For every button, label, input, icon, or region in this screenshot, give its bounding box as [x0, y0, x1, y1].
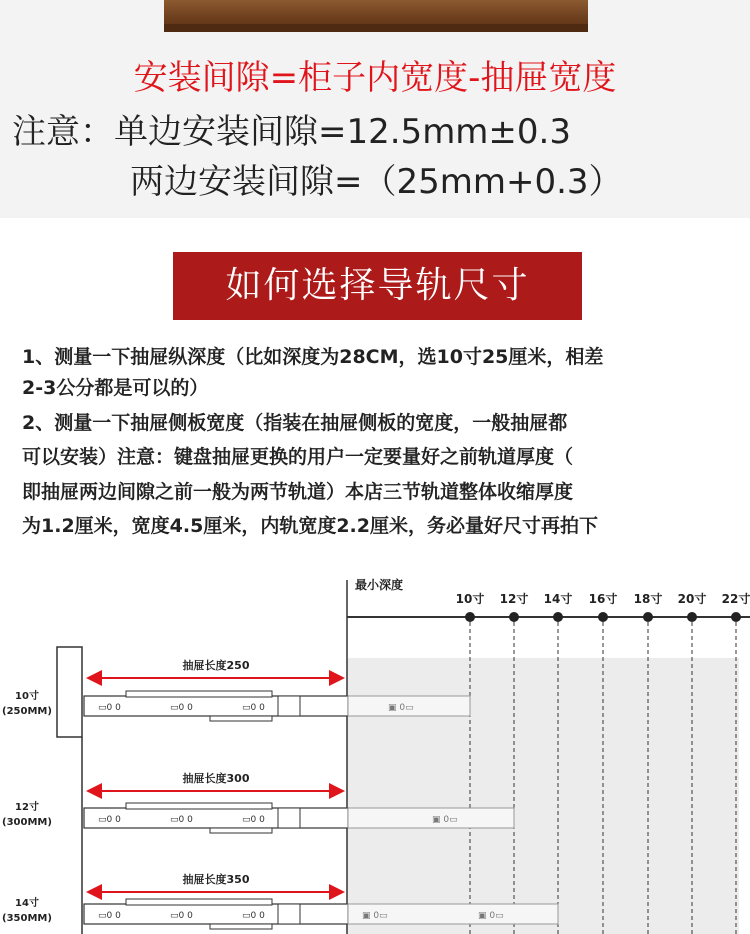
- svg-text:▭0 0: ▭0 0: [170, 911, 193, 921]
- svg-text:10寸: 10寸: [15, 691, 39, 702]
- svg-text:▭0 0: ▭0 0: [98, 815, 121, 825]
- svg-text:▭0 0: ▭0 0: [98, 911, 121, 921]
- svg-text:14寸: 14寸: [15, 898, 39, 909]
- section-banner: 如何选择导轨尺寸: [173, 252, 582, 320]
- svg-text:(350MM): (350MM): [2, 913, 52, 924]
- svg-text:▭0 0: ▭0 0: [98, 703, 121, 713]
- svg-text:▣ 0▭: ▣ 0▭: [478, 911, 504, 921]
- tick-22: 22寸: [721, 592, 750, 606]
- svg-text:▭0 0: ▭0 0: [242, 911, 265, 921]
- tick-16: 16寸: [588, 592, 618, 606]
- tick-14: 14寸: [543, 592, 573, 606]
- min-depth-label: 最小深度: [355, 578, 404, 592]
- paragraph-line: 可以安装）注意：键盘抽屉更换的用户一定要量好之前轨道厚度（: [22, 446, 574, 468]
- paragraph-line: 为1.2厘米，宽度4.5厘米，内轨宽度2.2厘米，务必量好尺寸再拍下: [22, 515, 598, 537]
- wood-edge: [164, 24, 588, 32]
- tick-20: 20寸: [677, 592, 707, 606]
- svg-text:抽屉长度250: 抽屉长度250: [182, 659, 250, 672]
- tick-10: 10寸: [455, 592, 485, 606]
- svg-text:▭0 0: ▭0 0: [242, 703, 265, 713]
- paragraph-line: 1、测量一下抽屉纵深度（比如深度为28CM，选10寸25厘米，相差: [22, 346, 604, 368]
- note-double-gap: 两边安装间隙=（25mm+0.3）: [130, 162, 623, 202]
- svg-text:(250MM): (250MM): [2, 706, 52, 717]
- svg-text:抽屉长度300: 抽屉长度300: [182, 772, 250, 785]
- cabinet-wall: [57, 647, 82, 737]
- rail-size-diagram: [0, 570, 750, 934]
- note-single-gap: 注意：单边安装间隙=12.5mm±0.3: [12, 112, 571, 152]
- svg-text:▭0 0: ▭0 0: [242, 815, 265, 825]
- svg-text:抽屉长度350: 抽屉长度350: [182, 873, 250, 886]
- svg-text:▭0 0: ▭0 0: [170, 815, 193, 825]
- product-photo-section: [0, 0, 750, 218]
- svg-text:(300MM): (300MM): [2, 817, 52, 828]
- paragraph-line: 2、测量一下抽屉侧板宽度（指装在抽屉侧板的宽度，一般抽屉都: [22, 412, 568, 434]
- svg-text:▣ 0▭: ▣ 0▭: [432, 815, 458, 825]
- tick-12: 12寸: [499, 592, 529, 606]
- paragraph-line: 2-3公分都是可以的）: [22, 377, 209, 399]
- svg-text:12寸: 12寸: [15, 802, 39, 813]
- tick-18: 18寸: [633, 592, 663, 606]
- svg-text:▣ 0▭: ▣ 0▭: [388, 703, 414, 713]
- svg-text:▣ 0▭: ▣ 0▭: [362, 911, 388, 921]
- svg-text:▭0 0: ▭0 0: [170, 703, 193, 713]
- gap-formula: 安装间隙=柜子内宽度-抽屉宽度: [133, 58, 617, 98]
- paragraph-line: 即抽屉两边间隙之前一般为两节轨道）本店三节轨道整体收缩厚度: [22, 481, 574, 503]
- diagram-svg: [0, 570, 750, 934]
